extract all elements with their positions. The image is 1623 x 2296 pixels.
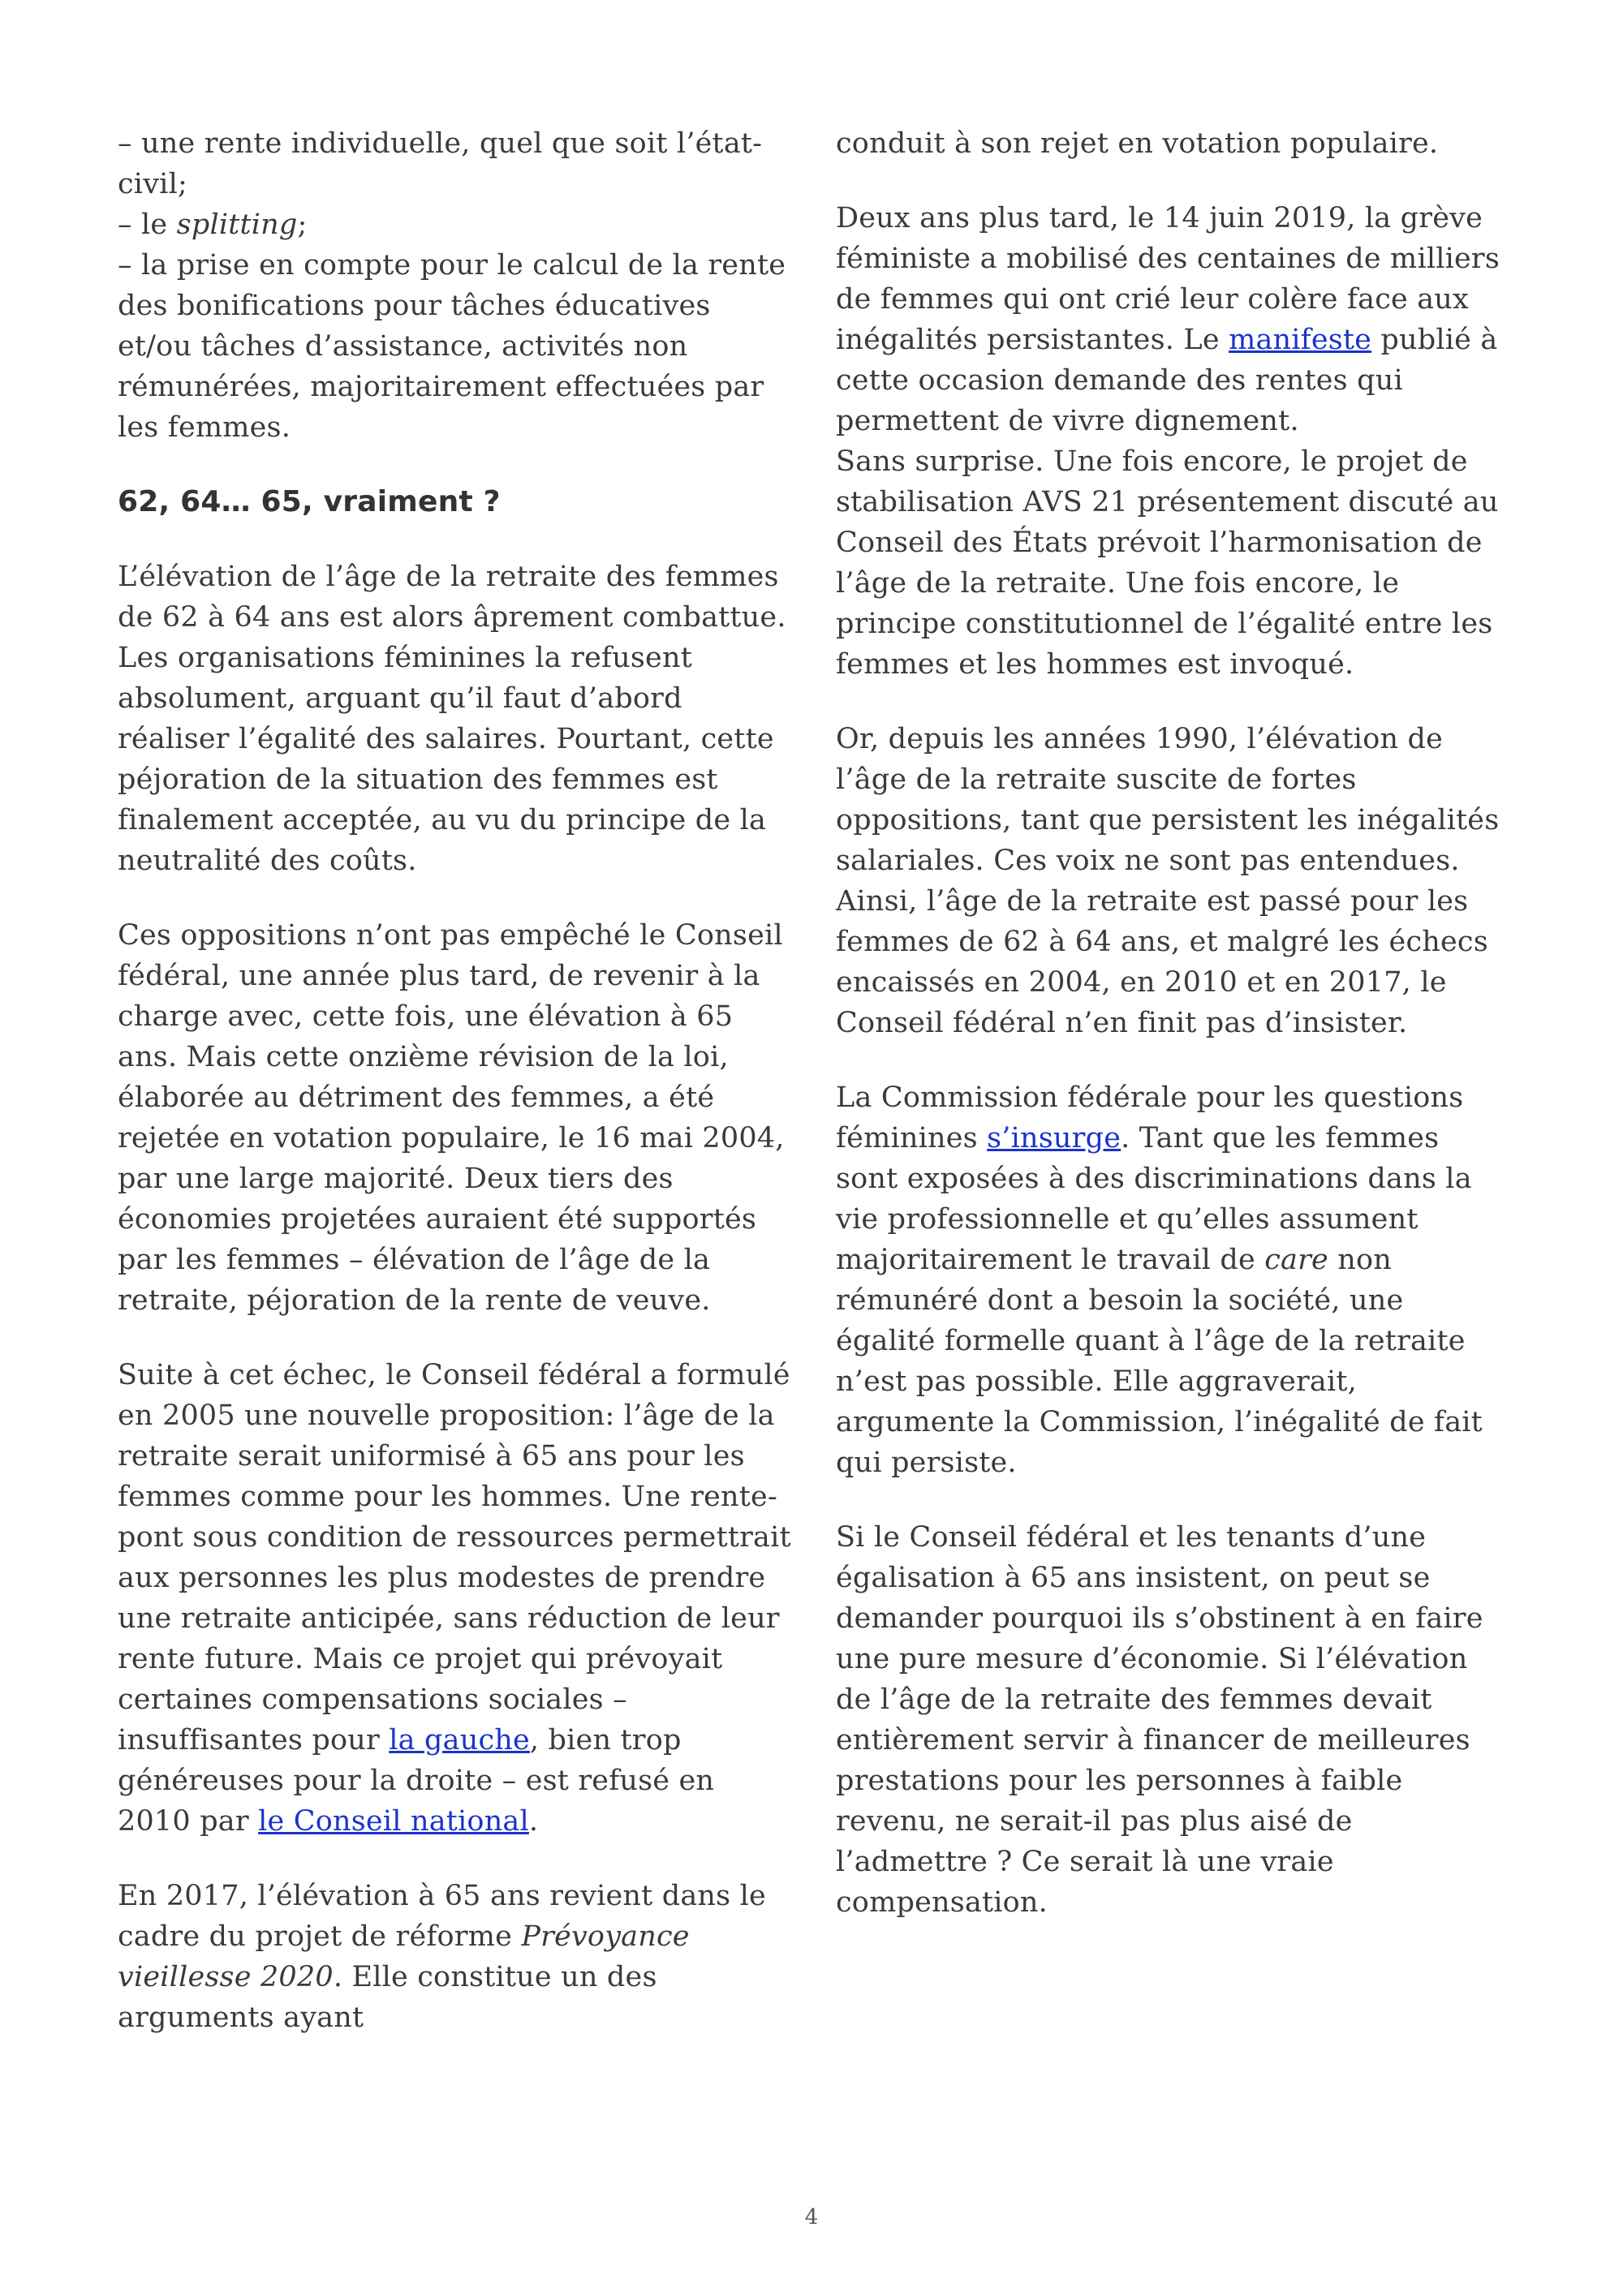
- list-item: – une rente individuelle, quel que soit l’état-civil;: [118, 127, 763, 200]
- list-item: – la prise en compte pour le calcul de la rente des bonifications pour tâches éducatives et/ou tâches d’assistance, activités non rémunérées, majoritairement effectuées par les femmes.: [118, 249, 786, 444]
- paragraph-emphasis: care: [1264, 1244, 1328, 1276]
- paragraph: Ces oppositions n’ont pas empêché le Conseil fédéral, une année plus tard, de revenir à la charge avec, cette fois, une élévation à 65 ans. Mais cette onzième révision de la loi, élaborée au détriment des femmes, a été rejetée en votation populaire, le 16 mai 2004, par une large majorité. Deux tiers des économies projetées auraient été supportés par les femmes – élévation de l’âge de la retraite, péjoration de la rente de veuve.: [118, 919, 785, 1317]
- list-block: [118, 123, 791, 448]
- list-item-emphasis: splitting: [176, 209, 298, 241]
- right-column: [836, 123, 1509, 1957]
- paragraph-text: non rémunéré dont a besoin la société, une égalité formelle quant à l’âge de la retraite n’est pas possible. Elle aggraverait, argumente la Commission, l’inégalité de fait qui persiste.: [836, 1244, 1483, 1479]
- paragraph-text: Suite à cet échec, le Conseil fédéral a formulé en 2005 une nouvelle proposition: l’âge de la retraite serait uniformisé à 65 ans pour les femmes comme pour les hommes. Une rente-pont sous condition de ressources permettrait aux personnes les plus modestes de prendre une retraite anticipée, sans réduction de leur rente future. Mais ce projet qui prévoyait certaines compensations sociales – insuffisantes pour: [118, 1359, 791, 1756]
- paragraph: Si le Conseil fédéral et les tenants d’une égalisation à 65 ans insistent, on peut se demander pourquoi ils s’obstinent à en faire une pure mesure d’économie. Si l’élévation de l’âge de la retraite des femmes devait entièrement servir à financer de meilleures prestations pour les personnes à faible revenu, ne serait-il pas plus aisé de l’admettre ? Ce serait là une vraie compensation.: [836, 1521, 1483, 1919]
- paragraph-text: , bien trop généreuses pour la droite – est refusé en 2010 par: [118, 1724, 715, 1838]
- paragraph-emphasis: Prévoyance vieillesse 2020: [118, 1920, 690, 1993]
- paragraph-text: La Commission fédérale pour les questions féminines: [836, 1081, 1464, 1154]
- paragraph: L’élévation de l’âge de la retraite des femmes de 62 à 64 ans est alors âprement combattue. Les organisations féminines la refusent absolument, arguant qu’il faut d’abord réaliser l’égalité des salaires. Pourtant, cette péjoration de la situation des femmes est finalement acceptée, au vu du principe de la neutralité des coûts.: [118, 561, 786, 877]
- paragraph: [836, 1077, 1509, 1483]
- paragraph: conduit à son rejet en votation populaire.: [836, 127, 1439, 160]
- paragraph-text: .: [528, 1805, 539, 1838]
- left-column: [118, 123, 791, 2072]
- paragraph-text: Sans surprise. Une fois encore, le projet de stabilisation AVS 21 présentement discuté au Conseil des États prévoit l’harmonisation de l’âge de la retraite. Une fois encore, le principe constitutionnel de l’égalité entre les femmes et les hommes est invoqué.: [836, 445, 1499, 681]
- list-item-text: ;: [297, 209, 308, 241]
- paragraph-text: Deux ans plus tard, le 14 juin 2019, la grève féministe a mobilisé des centaines de milliers de femmes qui ont crié leur colère face aux inégalités persistantes. Le: [836, 202, 1500, 356]
- paragraph: [118, 1355, 791, 1842]
- page-number: 4: [804, 2205, 819, 2229]
- paragraph-text: . Elle constitue un des arguments ayant: [118, 1961, 657, 2034]
- paragraph: [836, 198, 1509, 685]
- paragraph: Or, depuis les années 1990, l’élévation de l’âge de la retraite suscite de fortes oppositions, tant que persistent les inégalités salariales. Ces voix ne sont pas entendues. Ainsi, l’âge de la retraite est passé pour les femmes de 62 à 64 ans, et malgré les échecs encaissés en 2004, en 2010 et en 2017, le Conseil fédéral n’en finit pas d’insister.: [836, 723, 1500, 1039]
- link-conseil-national[interactable]: le Conseil national: [258, 1805, 529, 1838]
- paragraph-text: publié à cette occasion demande des rentes qui permettent de vivre dignement.: [836, 324, 1498, 437]
- list-item: [118, 209, 308, 241]
- paragraph-text: En 2017, l’élévation à 65 ans revient dans le cadre du projet de réforme: [118, 1880, 766, 1953]
- paragraph-text: . Tant que les femmes sont exposées à des discriminations dans la vie professionnelle et qu’elles assument majoritairement le travail de: [836, 1122, 1472, 1276]
- link-s-insurge[interactable]: s’insurge: [987, 1122, 1121, 1154]
- list-item-text: – le: [118, 209, 177, 241]
- link-manifeste[interactable]: manifeste: [1229, 324, 1372, 356]
- paragraph: [118, 1876, 791, 2038]
- link-la-gauche[interactable]: la gauche: [389, 1724, 530, 1756]
- section-heading: 62, 64… 65, vraiment ?: [118, 485, 501, 518]
